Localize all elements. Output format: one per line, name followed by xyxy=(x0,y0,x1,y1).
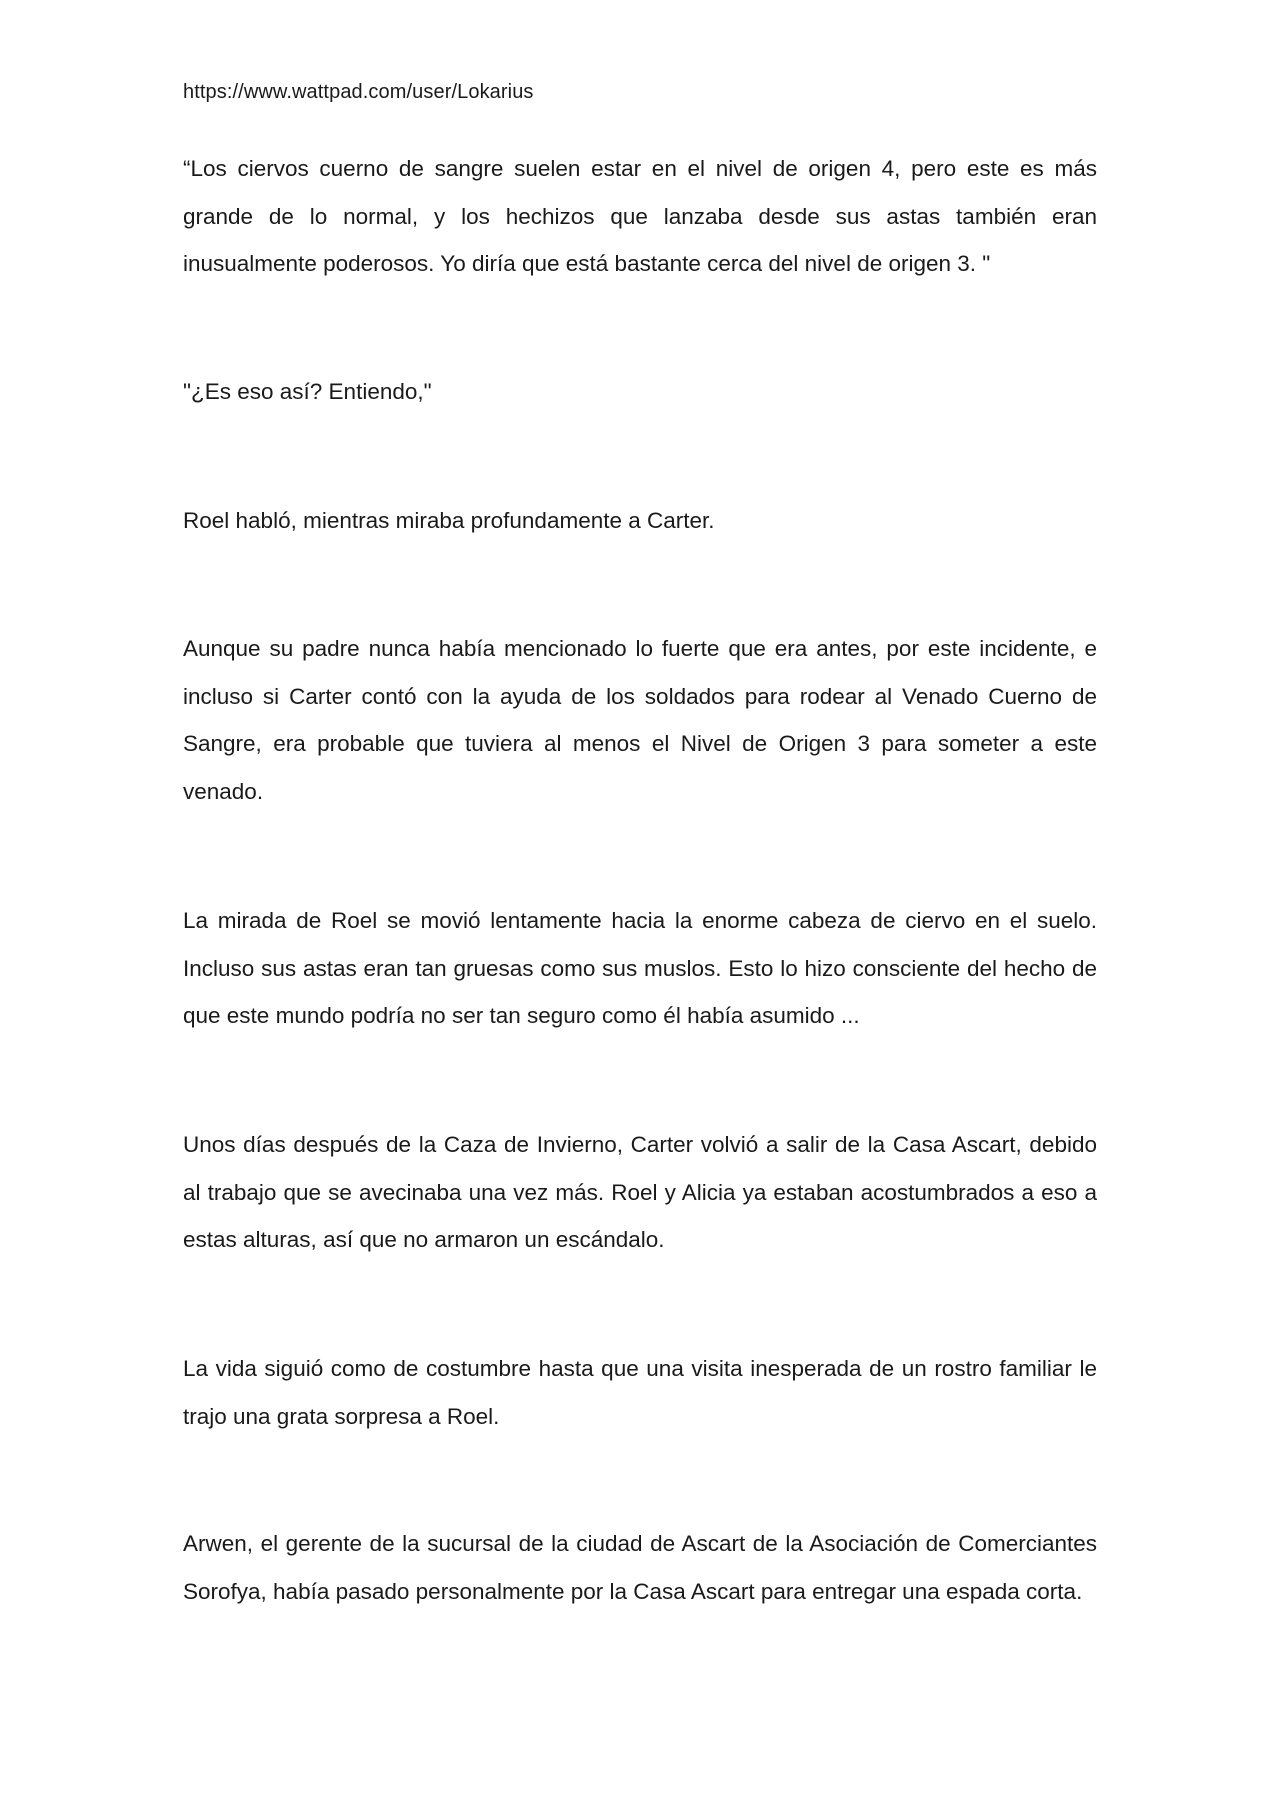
paragraph-4: Aunque su padre nunca había mencionado lo fuerte que era antes, por este incidente, e incluso si Carter contó con la ayuda de los soldados para rodear al Venado Cuerno de Sangre, era probable que tuviera al menos el Nivel de Origen 3 para someter a este venado. xyxy=(183,636,1097,804)
paragraph-7: La vida siguió como de costumbre hasta que una visita inesperada de un rostro familiar le trajo una grata sorpresa a Roel. xyxy=(183,1356,1097,1429)
header-url: https://www.wattpad.com/user/Lokarius xyxy=(183,81,534,103)
paragraph-8: Arwen, el gerente de la sucursal de la ciudad de Ascart de la Asociación de Comerciantes Sorofya, había pasado personalmente por la Casa Ascart para entregar una espada corta. xyxy=(183,1531,1097,1604)
paragraph-6: Unos días después de la Caza de Invierno, Carter volvió a salir de la Casa Ascart, debido al trabajo que se avecinaba una vez más. Roel y Alicia ya estaban acostumbrados a eso a estas alturas, así que no armaron un escándalo. xyxy=(183,1132,1097,1252)
paragraph-3: Roel habló, mientras miraba profundamente a Carter. xyxy=(183,508,715,533)
paragraph-1: “Los ciervos cuerno de sangre suelen estar en el nivel de origen 4, pero este es más grande de lo normal, y los hechizos que lanzaba desde sus astas también eran inusualmente poderosos. Yo diría que está bastante cerca del nivel de origen 3. " xyxy=(183,156,1097,276)
paragraph-5: La mirada de Roel se movió lentamente hacia la enorme cabeza de ciervo en el suelo. Incluso sus astas eran tan gruesas como sus muslos. Esto lo hizo consciente del hecho de que este mundo podría no ser tan seguro como él había asumido ... xyxy=(183,908,1097,1028)
paragraph-2: "¿Es eso así? Entiendo," xyxy=(183,379,432,404)
